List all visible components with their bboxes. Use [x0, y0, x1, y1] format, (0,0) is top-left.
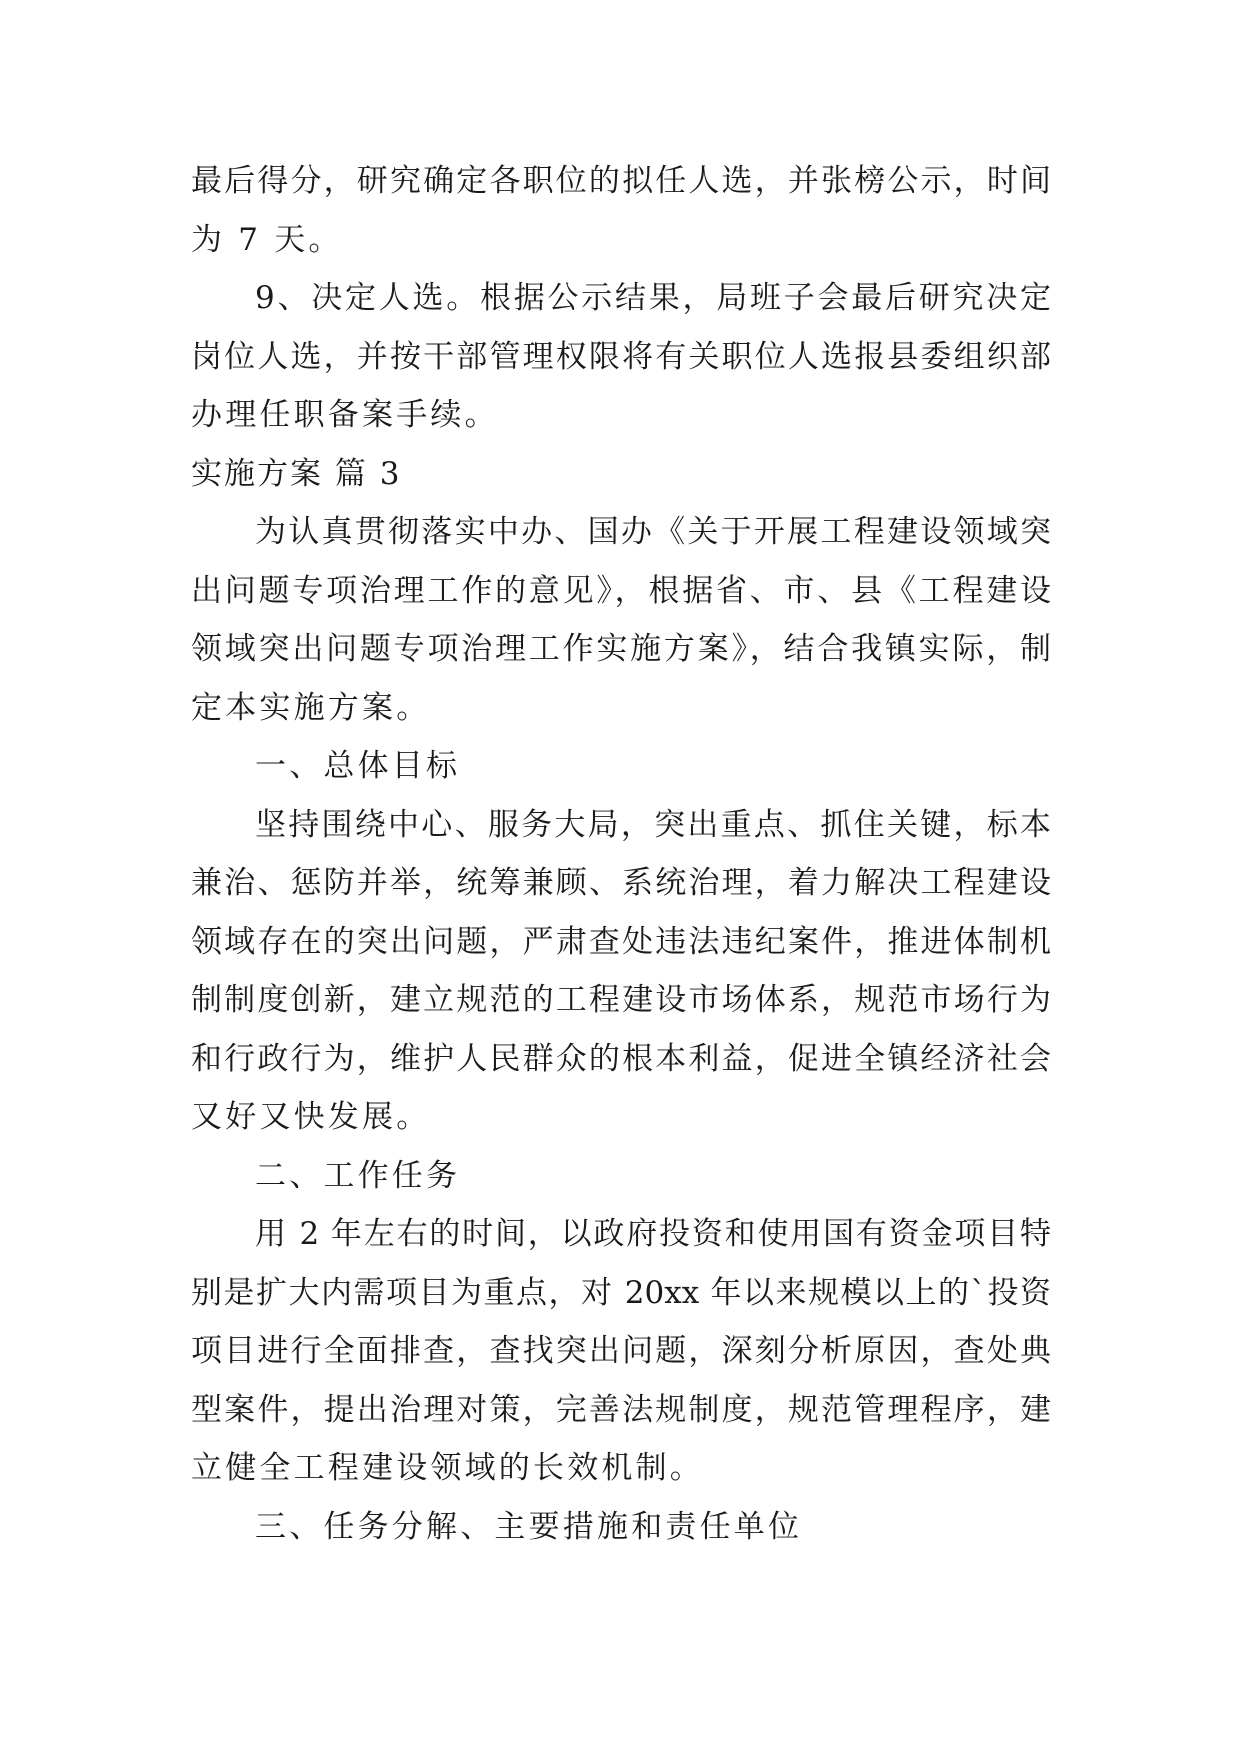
- paragraph-line: 9、决定人选。根据公示结果，局班子会最后研究决定: [255, 280, 1051, 316]
- section-title: 实施方案 篇 3: [191, 455, 402, 492]
- paragraph-line: 最后得分，研究确定各职位的拟任人选，并张榜公示，时间: [191, 163, 1051, 199]
- paragraph-line: 为认真贯彻落实中办、国办《关于开展工程建设领域突: [255, 514, 1051, 550]
- paragraph-line: 制制度创新，建立规范的工程建设市场体系，规范市场行为: [191, 982, 1051, 1018]
- paragraph-line: 又好又快发展。: [191, 1099, 431, 1135]
- document-body: [191, 152, 1051, 1556]
- paragraph-line: 坚持围绕中心、服务大局，突出重点、抓住关键，标本: [255, 806, 1051, 843]
- paragraph-line: 出问题专项治理工作的意见》，根据省、市、县《工程建设: [191, 572, 1051, 609]
- paragraph-line: 办理任职备案手续。: [191, 397, 499, 433]
- section-heading: 一、总体目标: [255, 748, 461, 784]
- paragraph-line: 领域存在的突出问题，严肃查处违法违纪案件，推进体制机: [191, 923, 1051, 960]
- paragraph-line: 型案件，提出治理对策，完善法规制度，规范管理程序，建: [191, 1391, 1051, 1428]
- paragraph-line: 为 7 天。: [191, 221, 343, 258]
- paragraph-line: 领域突出问题专项治理工作实施方案》，结合我镇实际，制: [191, 631, 1051, 667]
- paragraph-line: 项目进行全面排查，查找突出问题，深刻分析原因，查处典: [191, 1333, 1051, 1369]
- paragraph-line: 岗位人选，并按干部管理权限将有关职位人选报县委组织部: [191, 338, 1051, 375]
- paragraph-line: 用 2 年左右的时间，以政府投资和使用国有资金项目特: [255, 1216, 1051, 1252]
- paragraph-line: 别是扩大内需项目为重点，对 20xx 年以来规模以上的`投资: [191, 1274, 1051, 1311]
- section-heading: 二、工作任务: [255, 1157, 461, 1194]
- paragraph-line: 和行政行为，维护人民群众的根本利益，促进全镇经济社会: [191, 1040, 1051, 1077]
- paragraph-line: 兼治、惩防并举，统筹兼顾、系统治理，着力解决工程建设: [191, 865, 1051, 901]
- section-heading: 三、任务分解、主要措施和责任单位: [255, 1508, 803, 1545]
- paragraph-line: 定本实施方案。: [191, 689, 431, 726]
- paragraph-line: 立健全工程建设领域的长效机制。: [191, 1450, 704, 1486]
